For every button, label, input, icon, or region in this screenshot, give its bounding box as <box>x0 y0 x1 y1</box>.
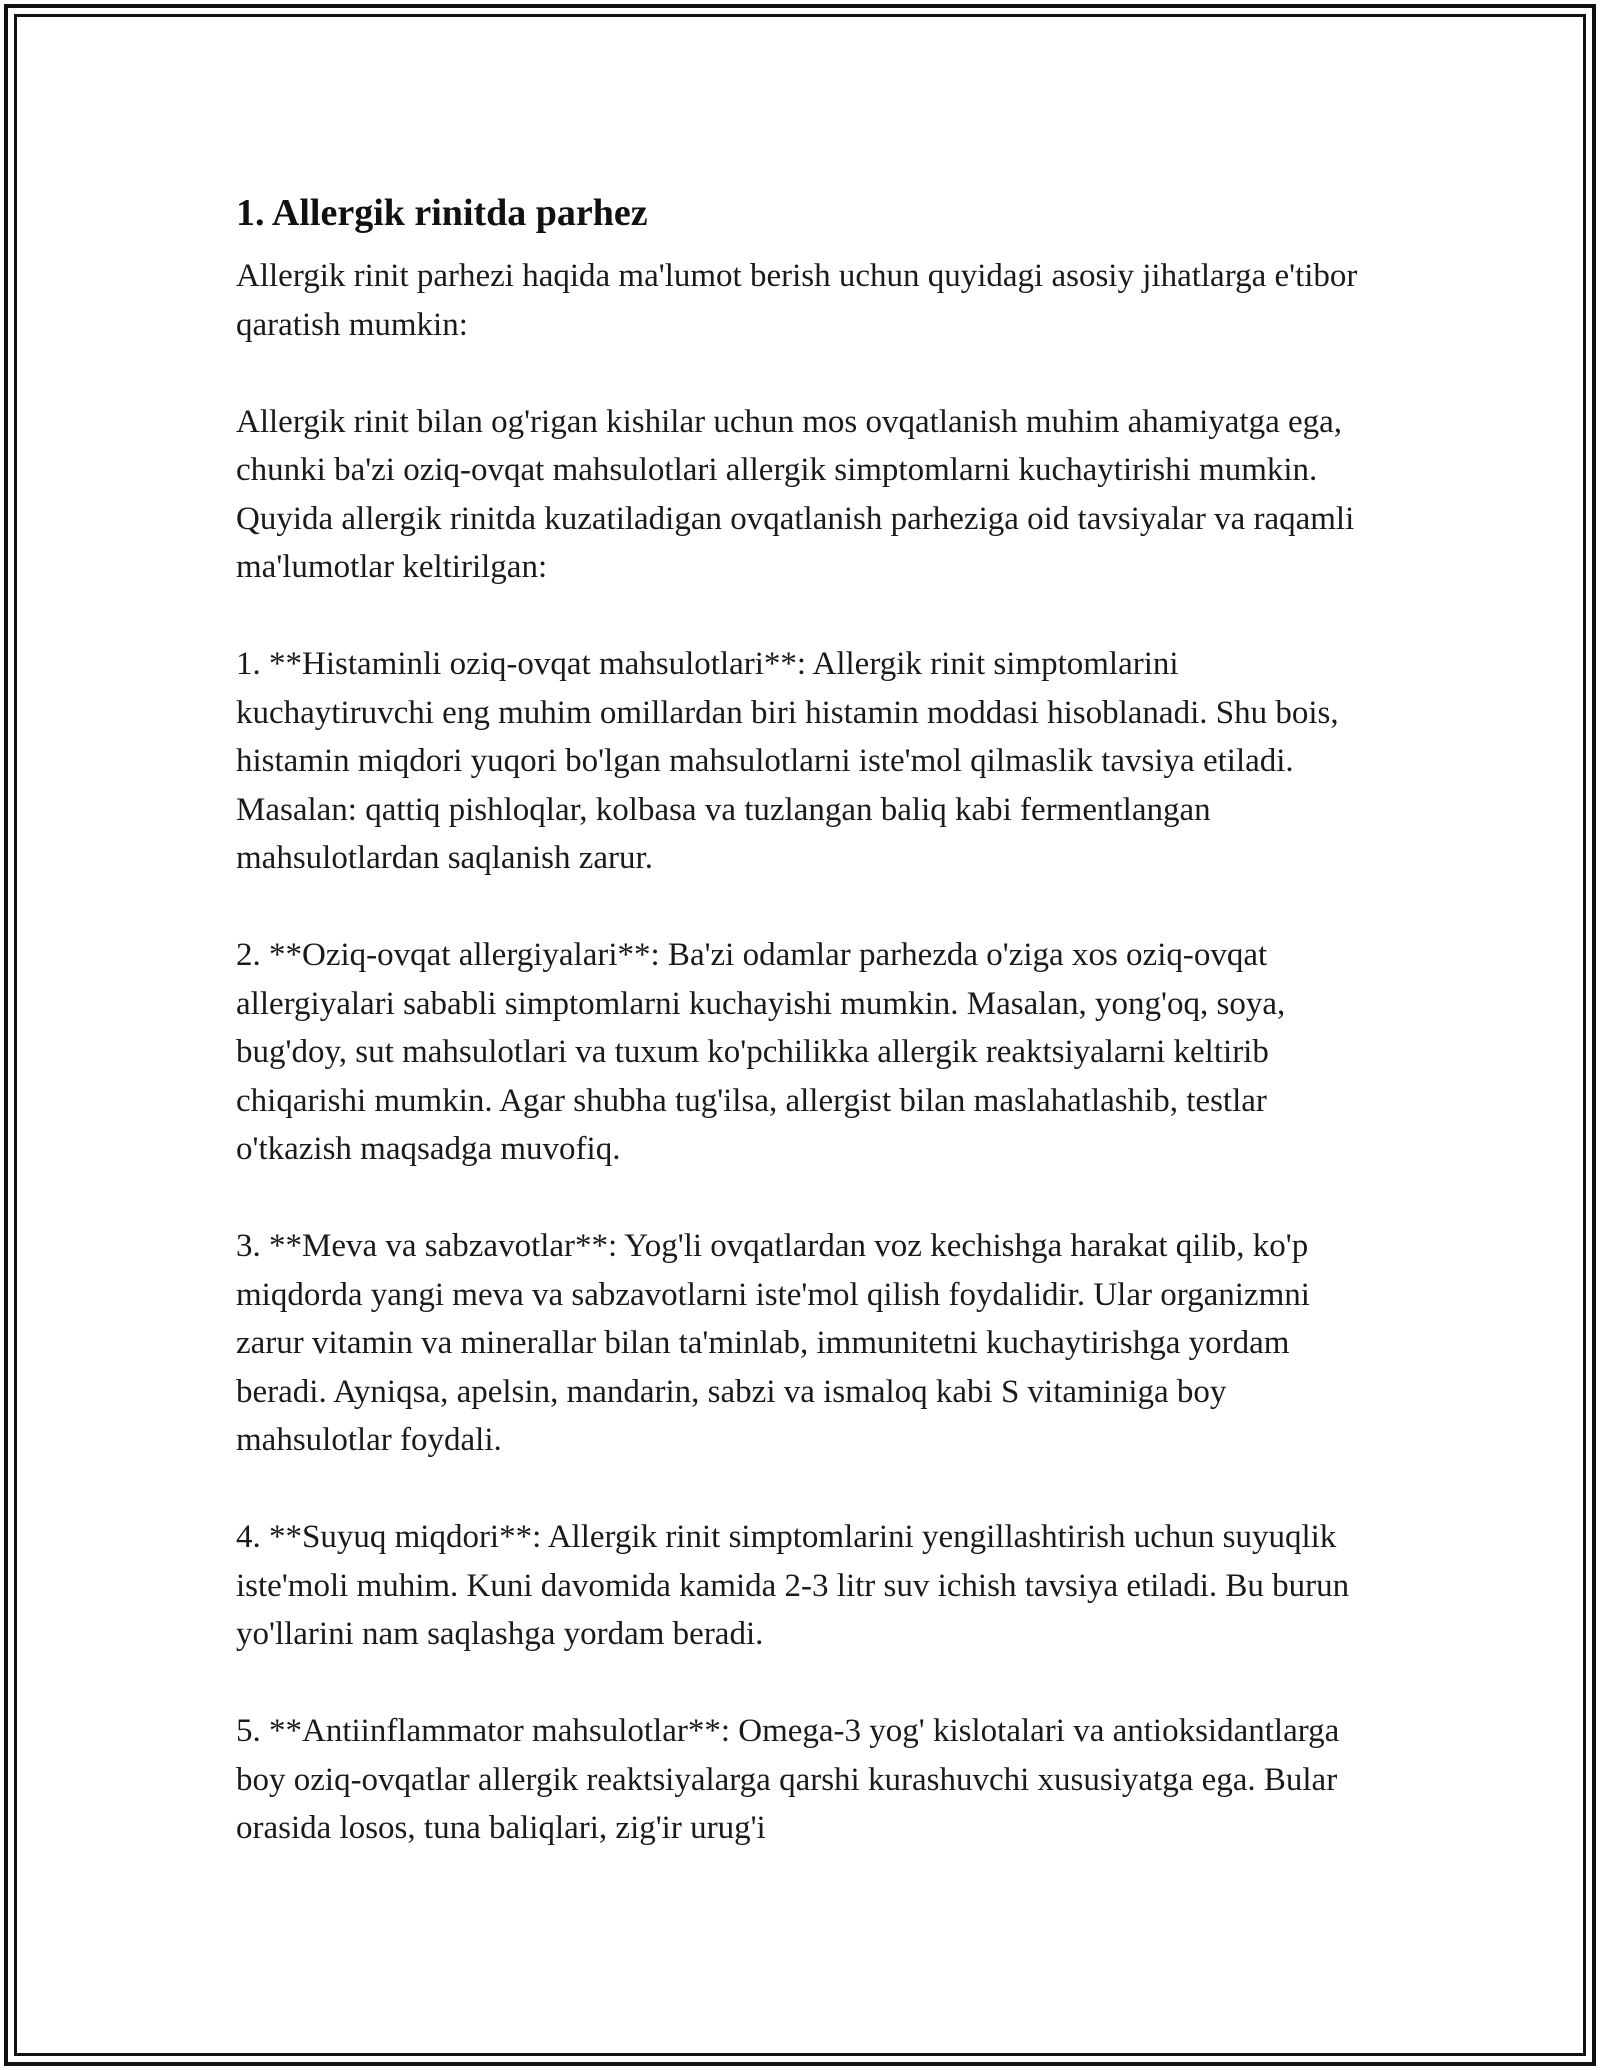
paragraph-item-1: 1. **Histaminli oziq-ovqat mahsulotlari**: Allergik rinit simptomlarini kuchaytiruvchi eng muhim omillardan biri histamin moddasi hisoblanadi. Shu bois, histamin miqdori yuqori bo'lgan mahsulotlarni iste'mol qilmaslik tavsiya etiladi. Masalan: qattiq pishloqlar, kolbasa va tuzlangan baliq kabi fermentlangan mahsulotlardan saqlanish zarur. <box>236 646 1339 876</box>
paragraph-item-2: 2. **Oziq-ovqat allergiyalari**: Ba'zi odamlar parhezda o'ziga xos oziq-ovqat allergiyalari sababli simptomlarni kuchayishi mumkin. Masalan, yong'oq, soya, bug'doy, sut mahsulotlari va tuxum ko'pchilikka allergik reaktsiyalarni keltirib chiqarishi mumkin. Agar shubha tug'ilsa, allergist bilan maslahatlashib, testlar o'tkazish maqsadga muvofiq. <box>236 937 1286 1167</box>
paragraph-overview: Allergik rinit bilan og'rigan kishilar uchun mos ovqatlanish muhim ahamiyatga ega, chunki ba'zi oziq-ovqat mahsulotlari allergik simptomlarni kuchaytirishi mumkin. Quyida allergik rinitda kuzatiladigan ovqatlanish parheziga oid tavsiyalar va raqamli ma'lumotlar keltirilgan: <box>236 403 1355 585</box>
paragraph-item-3: 3. **Meva va sabzavotlar**: Yog'li ovqatlardan voz kechishga harakat qilib, ko'p miqdorda yangi meva va sabzavotlarni iste'mol qilish foydalidir. Ular organizmni zarur vitamin va minerallar bilan ta'minlab, immunitetni kuchaytirishga yordam beradi. Ayniqsa, apelsin, mandarin, sabzi va ismaloq kabi S vitaminiga boy mahsulotlar foydali. <box>236 1228 1310 1458</box>
paragraph-intro: Allergik rinit parhezi haqida ma'lumot berish uchun quyidagi asosiy jihatlarga e'tibor qaratish mumkin: <box>236 258 1358 343</box>
document-title: 1. Allergik rinitda parhez <box>236 192 648 234</box>
paragraph-item-5: 5. **Antiinflammator mahsulotlar**: Omega-3 yog' kislotalari va antioksidantlarga boy oziq-ovqatlar allergik reaktsiyalarga qarshi kurashuvchi xususiyatga ega. Bular orasida losos, tuna baliqlari, zig'ir urug'i <box>236 1713 1340 1846</box>
paragraph-item-4: 4. **Suyuq miqdori**: Allergik rinit simptomlarini yengillashtirish uchun suyuqlik iste'moli muhim. Kuni davomida kamida 2-3 litr suv ichish tavsiya etiladi. Bu burun yo'llarini nam saqlashga yordam beradi. <box>236 1519 1350 1652</box>
document-body <box>236 186 1366 1901</box>
